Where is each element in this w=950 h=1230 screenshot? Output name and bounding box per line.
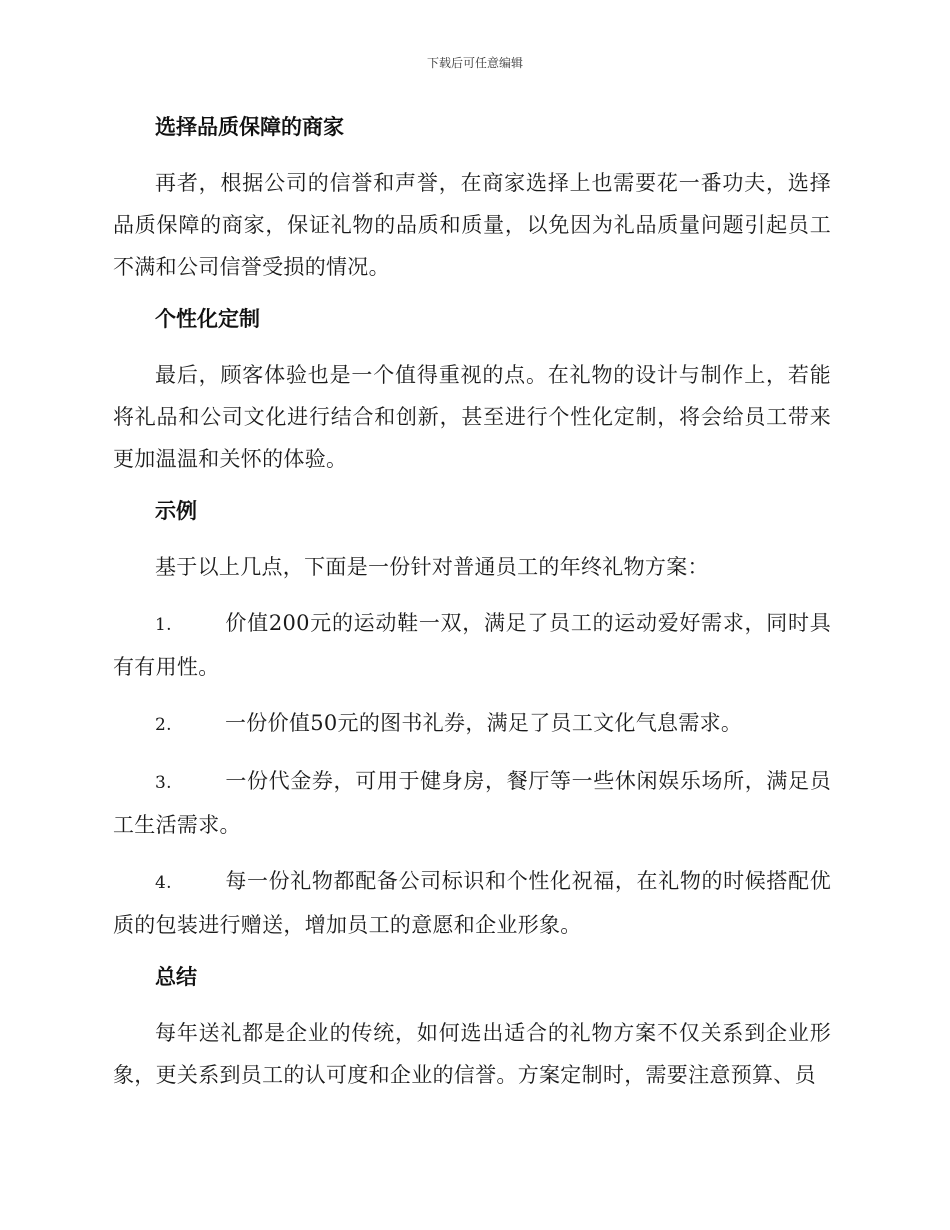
list-item-text: 每一份礼物都配备公司标识和个性化祝福，在礼物的时候搭配优质的包装进行赠送，增加员工的意愿和企业形象。 <box>113 869 831 937</box>
section-paragraph-summary: 每年送礼都是企业的传统，如何选出适合的礼物方案不仅关系到企业形象，更关系到员工的认可度和企业的信誉。方案定制时，需要注意预算、员 <box>113 1021 831 1087</box>
list-item-text: 一份代金券，可用于健身房，餐厅等一些休闲娱乐场所，满足员工生活需求。 <box>113 769 831 837</box>
section-heading-summary: 总结 <box>155 965 197 989</box>
list-item <box>113 860 831 946</box>
list-item-number: 3. <box>155 773 172 793</box>
list-item-number: 4. <box>155 873 172 893</box>
list-item <box>113 760 831 846</box>
list-item-text: 价值200元的运动鞋一双，满足了员工的运动爱好需求，同时具有有用性。 <box>113 611 831 679</box>
section-paragraph-example: 基于以上几点，下面是一份针对普通员工的年终礼物方案： <box>155 555 709 579</box>
document-body <box>113 110 831 1110</box>
section-heading-example: 示例 <box>155 499 197 523</box>
list-item <box>113 702 831 746</box>
section-heading-quality-merchant: 选择品质保障的商家 <box>155 115 344 139</box>
page-header: 下载后可任意编辑 <box>426 56 523 70</box>
section-heading-customization: 个性化定制 <box>155 307 260 331</box>
list-item <box>113 602 831 688</box>
list-item-number: 2. <box>155 715 172 735</box>
list-item-text: 一份价值50元的图书礼券，满足了员工文化气息需求。 <box>225 711 743 735</box>
section-paragraph-customization: 最后，顾客体验也是一个值得重视的点。在礼物的设计与制作上，若能将礼品和公司文化进行结合和创新，甚至进行个性化定制，将会给员工带来更加温温和关怀的体验。 <box>113 363 831 471</box>
section-paragraph-quality-merchant: 再者，根据公司的信誉和声誉，在商家选择上也需要花一番功夫，选择品质保障的商家，保证礼物的品质和质量，以免因为礼品质量问题引起员工不满和公司信誉受损的情况。 <box>113 171 831 279</box>
list-item-number: 1. <box>155 615 172 635</box>
